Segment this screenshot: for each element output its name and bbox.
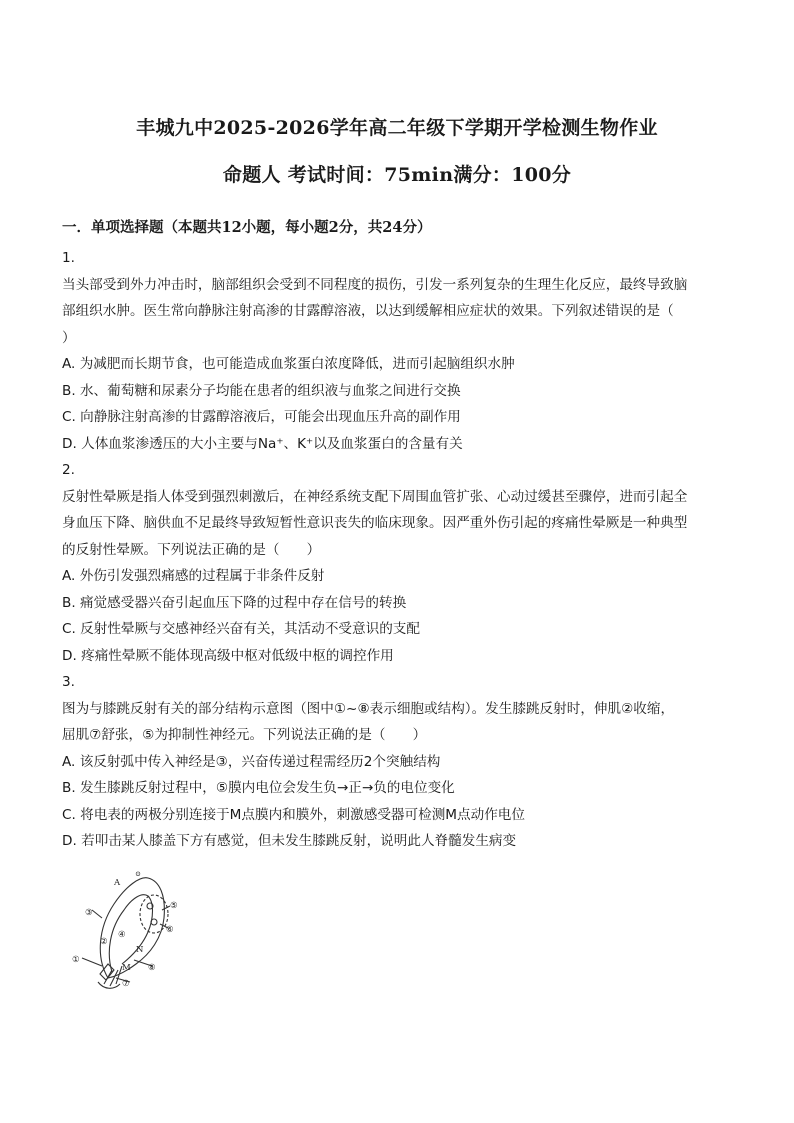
question-number: 2. (62, 462, 75, 478)
option-a: A. 外伤引发强烈痛感的过程属于非条件反射 (62, 568, 325, 584)
question-stem-line: 当头部受到外力冲击时，脑部组织会受到不同程度的损伤，引发一系列复杂的生理生化反应，最终导致脑 (62, 276, 688, 293)
figure-label-top: ⊙ (135, 870, 141, 878)
figure-label-6: ⑥ (166, 925, 174, 935)
option-b: B. 水、葡萄糖和尿素分子均能在患者的组织液与血浆之间进行交换 (62, 382, 461, 399)
figure-label-2: ② (100, 937, 108, 947)
option-b: B. 发生膝跳反射过程中，⑤膜内电位会发生负→正→负的电位变化 (62, 780, 455, 796)
option-a: A. 该反射弧中传入神经是③，兴奋传递过程需经历2个突触结构 (62, 753, 441, 770)
document-title: 丰城九中2025-2026学年高二年级下学期开学检测生物作业 (136, 117, 658, 139)
figure-label-4: ④ (118, 930, 126, 940)
reflex-arc-diagram (70, 866, 195, 996)
inner-pathway (109, 895, 152, 972)
figure-label-A: A (114, 878, 121, 888)
figure-label-N: N (136, 945, 144, 955)
figure-label-M: M (122, 963, 131, 973)
question-stem-line: 的反射性晕厥。下列说法正确的是（ ） (62, 541, 321, 558)
option-c: C. 将电表的两极分别连接于M点膜内和膜外，刺激感受器可检测M点动作电位 (62, 806, 525, 823)
question-stem-line: 身血压下降、脑供血不足最终导致短暂性意识丧失的临床现象。因严重外伤引起的疼痛性晕厥是一种典型 (62, 515, 688, 531)
option-d: D. 人体血浆渗透压的大小主要与Na⁺、K⁺以及血浆蛋白的含量有关 (62, 435, 463, 452)
question-number: 3. (62, 674, 75, 690)
document-subtitle: 命题人 考试时间：75min满分：100分 (222, 164, 572, 186)
option-a: A. 为减肥而长期节食，也可能造成血浆蛋白浓度降低，进而引起脑组织水肿 (62, 356, 515, 372)
question-stem-line: 反射性晕厥是指人体受到强烈刺激后，在神经系统支配下周围血管扩张、心动过缓甚至骤停，进而引起全 (62, 488, 688, 505)
question-stem-line: 屈肌⑦舒张，⑤为抑制性神经元。下列说法正确的是（ ） (62, 727, 427, 743)
option-c: C. 向静脉注射高渗的甘露醇溶液后，可能会出现血压升高的副作用 (62, 409, 461, 425)
option-d: D. 若叩击某人膝盖下方有感觉，但未发生膝跳反射，说明此人脊髓发生病变 (62, 833, 517, 849)
question-stem-line: 图为与膝跳反射有关的部分结构示意图（图中①~⑧表示细胞或结构）。发生膝跳反射时，伸肌②收缩， (62, 700, 675, 717)
question-list (62, 245, 732, 855)
figure-label-7: ⑦ (122, 979, 130, 989)
figure-label-5: ⑤ (170, 901, 178, 911)
option-c: C. 反射性晕厥与交感神经兴奋有关，其活动不受意识的支配 (62, 621, 420, 637)
figure-label-3: ③ (85, 908, 93, 918)
option-d: D. 疼痛性晕厥不能体现高级中枢对低级中枢的调控作用 (62, 647, 394, 664)
question-number: 1. (62, 250, 75, 266)
question-stem-line: 部组织水肿。医生常向静脉注射高渗的甘露醇溶液，以达到缓解相应症状的效果。下列叙述错误的是（ (62, 303, 674, 319)
neuron-cell (151, 919, 157, 925)
option-b: B. 痛觉感受器兴奋引起血压下降的过程中存在信号的转换 (62, 594, 407, 611)
section-heading: 一．单项选择题（本题共12小题，每小题2分，共24分） (62, 219, 432, 236)
question-stem-line: ） (62, 329, 76, 346)
figure-label-1: ① (72, 955, 80, 965)
figure-label-8: ⑧ (148, 963, 156, 973)
